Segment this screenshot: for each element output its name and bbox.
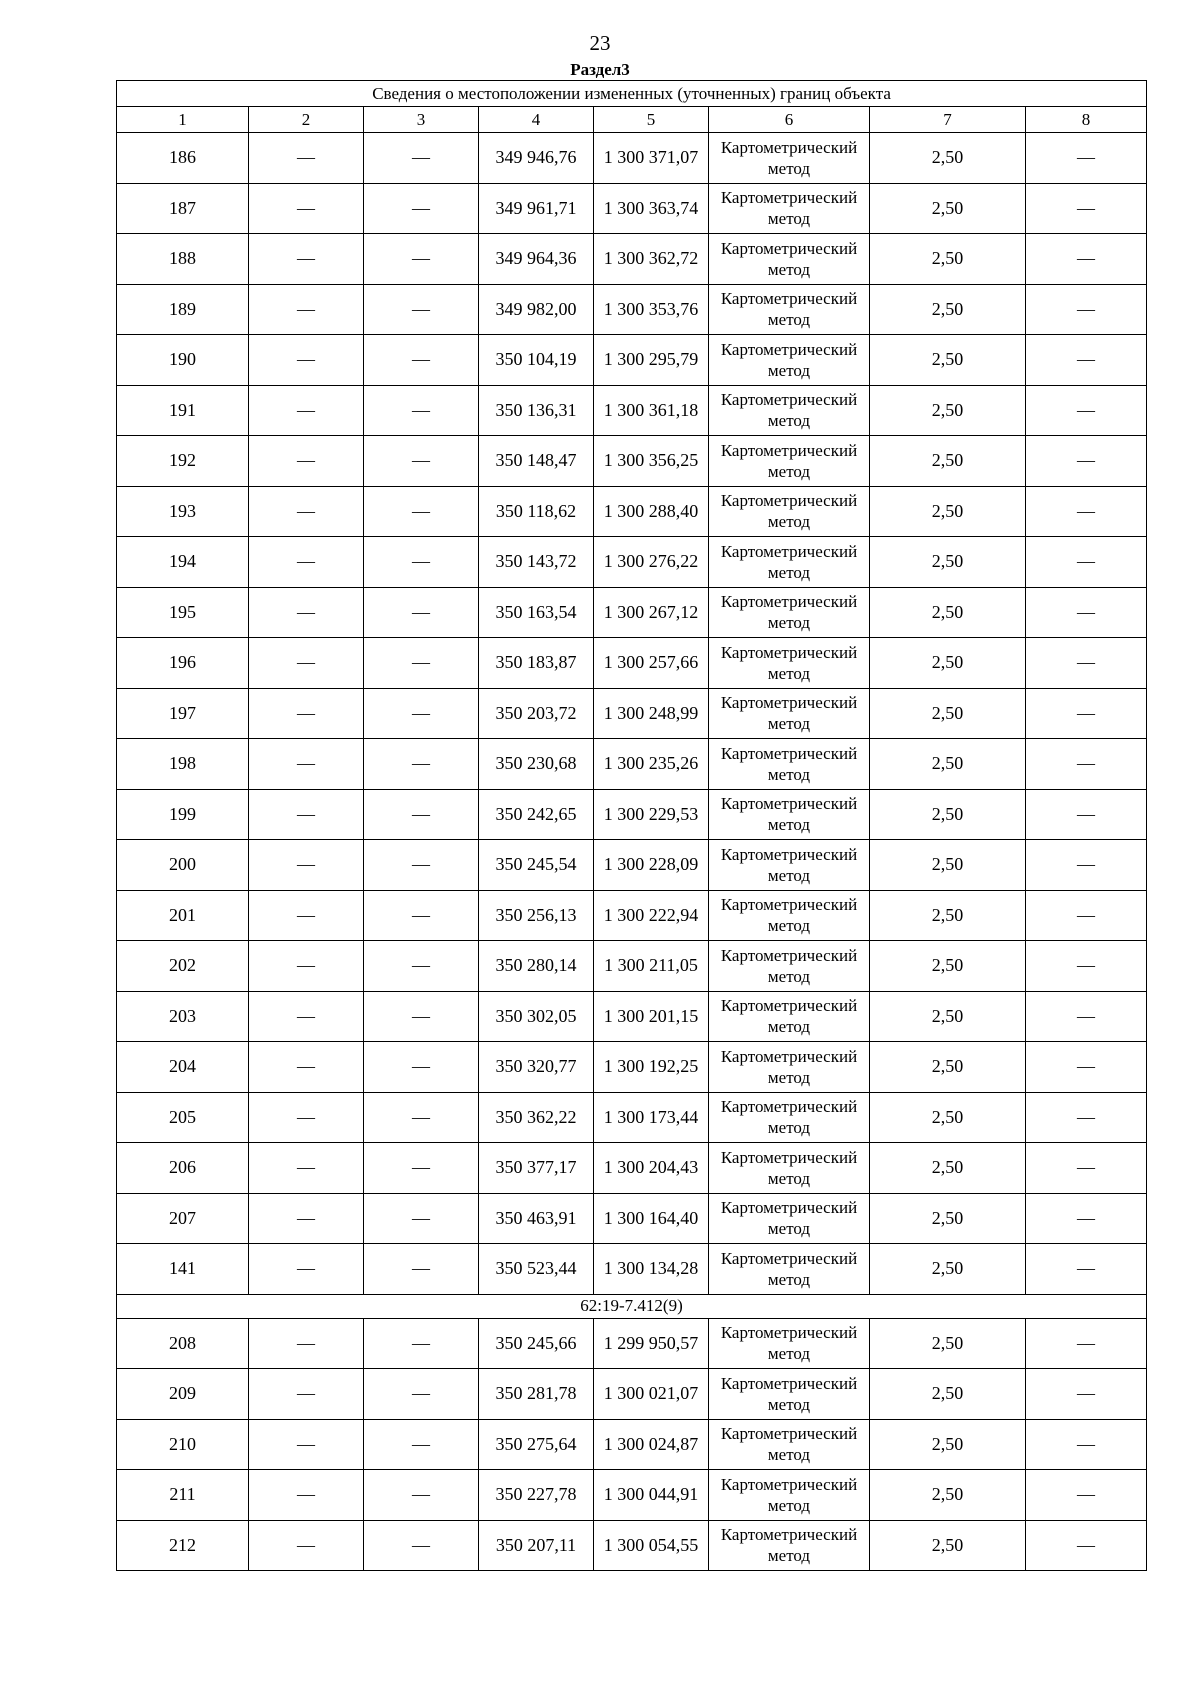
table-row — [117, 335, 1147, 386]
table-cell-col-3: — — [364, 1369, 479, 1420]
table-cell-col-1: 210 — [117, 1419, 249, 1470]
table-cell-col-4: 350 143,72 — [479, 537, 594, 588]
table-cell-col-4: 350 302,05 — [479, 991, 594, 1042]
table-cell-col-3: — — [364, 1318, 479, 1369]
table-cell-col-5: 1 300 192,25 — [594, 1042, 709, 1093]
table-cell-col-7: 2,50 — [870, 1470, 1026, 1521]
table-cell-col-6: Картометрический метод — [709, 587, 870, 638]
table-cell-col-3: — — [364, 537, 479, 588]
table-cell-col-2: — — [249, 234, 364, 285]
table-cell-col-4: 350 281,78 — [479, 1369, 594, 1420]
table-cell-col-7: 2,50 — [870, 1244, 1026, 1295]
table-cell-col-6: Картометрический метод — [709, 335, 870, 386]
table-cell-col-1: 206 — [117, 1143, 249, 1194]
table-cell-col-5: 1 300 054,55 — [594, 1520, 709, 1571]
table-cell-col-6: Картометрический метод — [709, 688, 870, 739]
table-cell-col-2: — — [249, 1318, 364, 1369]
table-cell-col-3: — — [364, 1092, 479, 1143]
table-cell-col-8: — — [1026, 1092, 1147, 1143]
table-row — [117, 1419, 1147, 1470]
table-cell-col-2: — — [249, 436, 364, 487]
table-cell-col-8: — — [1026, 991, 1147, 1042]
table-cell-col-1: 192 — [117, 436, 249, 487]
table-cell-col-7: 2,50 — [870, 1369, 1026, 1420]
table-cell-col-7: 2,50 — [870, 436, 1026, 487]
table-cell-col-5: 1 300 164,40 — [594, 1193, 709, 1244]
table-row — [117, 385, 1147, 436]
table-cell-col-4: 350 362,22 — [479, 1092, 594, 1143]
table-cell-col-7: 2,50 — [870, 638, 1026, 689]
table-cell-col-7: 2,50 — [870, 183, 1026, 234]
table-cell-col-3: — — [364, 587, 479, 638]
table-cell-col-6: Картометрический метод — [709, 638, 870, 689]
table-cell-col-8: — — [1026, 1419, 1147, 1470]
table-cell-col-5: 1 300 134,28 — [594, 1244, 709, 1295]
table-cell-col-6: Картометрический метод — [709, 739, 870, 790]
table-cell-col-3: — — [364, 890, 479, 941]
table-cell-col-7: 2,50 — [870, 1143, 1026, 1194]
table-cell-col-1: 194 — [117, 537, 249, 588]
table-cell-col-4: 350 163,54 — [479, 587, 594, 638]
table-cell-col-4: 350 377,17 — [479, 1143, 594, 1194]
table-cell-col-8: — — [1026, 183, 1147, 234]
table-cell-col-1: 200 — [117, 840, 249, 891]
table-cell-col-8: — — [1026, 335, 1147, 386]
table-cell-col-6: Картометрический метод — [709, 890, 870, 941]
table-cell-col-2: — — [249, 1092, 364, 1143]
table-cell-col-1: 203 — [117, 991, 249, 1042]
table-cell-col-4: 350 256,13 — [479, 890, 594, 941]
table-cell-col-1: 204 — [117, 1042, 249, 1093]
table-row — [117, 587, 1147, 638]
table-cell-col-3: — — [364, 1244, 479, 1295]
table-cell-col-5: 1 300 024,87 — [594, 1419, 709, 1470]
page-number: 23 — [589, 31, 611, 55]
table-cell-col-1: 199 — [117, 789, 249, 840]
table-row — [117, 537, 1147, 588]
table-cell-col-3: — — [364, 739, 479, 790]
table-row — [117, 991, 1147, 1042]
table-cell-col-2: — — [249, 1419, 364, 1470]
table-cell-col-7: 2,50 — [870, 840, 1026, 891]
table-cell-col-2: — — [249, 133, 364, 184]
table-cell-col-2: — — [249, 335, 364, 386]
table-cell-col-1: 195 — [117, 587, 249, 638]
table-cell-col-7: 2,50 — [870, 890, 1026, 941]
table-cell-col-3: — — [364, 789, 479, 840]
table-cell-col-4: 350 104,19 — [479, 335, 594, 386]
table-cell-col-4: 350 242,65 — [479, 789, 594, 840]
table-cell-col-8: — — [1026, 537, 1147, 588]
table-cell-col-3: — — [364, 133, 479, 184]
table-cell-col-1: 197 — [117, 688, 249, 739]
table-cell-col-7: 2,50 — [870, 234, 1026, 285]
table-row — [117, 1369, 1147, 1420]
table-cell-col-4: 350 183,87 — [479, 638, 594, 689]
table-cell-col-8: — — [1026, 1143, 1147, 1194]
table-cell-col-8: — — [1026, 436, 1147, 487]
table-cell-col-2: — — [249, 385, 364, 436]
table-cell-col-5: 1 300 211,05 — [594, 941, 709, 992]
table-cell-col-1: 191 — [117, 385, 249, 436]
table-cell-col-5: 1 300 257,66 — [594, 638, 709, 689]
table-cell-col-6: Картометрический метод — [709, 1318, 870, 1369]
table-cell-col-3: — — [364, 688, 479, 739]
table-cell-col-6: Картометрический метод — [709, 1193, 870, 1244]
table-cell-col-3: — — [364, 385, 479, 436]
table-cell-col-4: 350 523,44 — [479, 1244, 594, 1295]
table-cell-col-8: — — [1026, 1318, 1147, 1369]
table-cell-col-2: — — [249, 183, 364, 234]
table-cell-col-5: 1 300 201,15 — [594, 991, 709, 1042]
table-cell-col-7: 2,50 — [870, 1318, 1026, 1369]
table-cell-col-7: 2,50 — [870, 335, 1026, 386]
column-number: 3 — [364, 107, 479, 133]
table-cell-col-6: Картометрический метод — [709, 486, 870, 537]
table-row — [117, 1520, 1147, 1571]
table-cell-col-7: 2,50 — [870, 739, 1026, 790]
table-cell-col-5: 1 300 204,43 — [594, 1143, 709, 1194]
table-cell-col-2: — — [249, 1244, 364, 1295]
table-cell-col-6: Картометрический метод — [709, 1419, 870, 1470]
table-row — [117, 234, 1147, 285]
table-row — [117, 1470, 1147, 1521]
table-cell-col-2: — — [249, 1520, 364, 1571]
column-number: 4 — [479, 107, 594, 133]
table-cell-col-3: — — [364, 436, 479, 487]
table-cell-col-8: — — [1026, 941, 1147, 992]
table-row — [117, 890, 1147, 941]
table-cell-col-3: — — [364, 1470, 479, 1521]
table-row — [117, 1244, 1147, 1295]
table-cell-col-1: 187 — [117, 183, 249, 234]
table-cell-col-3: — — [364, 284, 479, 335]
table-cell-col-8: — — [1026, 1244, 1147, 1295]
boundary-coordinates-table — [116, 80, 1147, 1571]
table-cell-col-5: 1 300 021,07 — [594, 1369, 709, 1420]
table-cell-col-1: 202 — [117, 941, 249, 992]
table-cell-col-4: 349 982,00 — [479, 284, 594, 335]
table-cell-col-5: 1 299 950,57 — [594, 1318, 709, 1369]
table-caption-row — [117, 81, 1147, 107]
table-cell-col-8: — — [1026, 133, 1147, 184]
table-cell-col-4: 350 203,72 — [479, 688, 594, 739]
table-cell-col-1: 186 — [117, 133, 249, 184]
table-cell-col-6: Картометрический метод — [709, 1470, 870, 1521]
table-cell-col-8: — — [1026, 688, 1147, 739]
table-row — [117, 941, 1147, 992]
table-cell-col-5: 1 300 371,07 — [594, 133, 709, 184]
column-number: 1 — [117, 107, 249, 133]
table-body — [117, 133, 1147, 1571]
table-cell-col-7: 2,50 — [870, 587, 1026, 638]
table-cell-col-3: — — [364, 1042, 479, 1093]
table-cell-col-2: — — [249, 1369, 364, 1420]
table-cell-col-6: Картометрический метод — [709, 991, 870, 1042]
table-cell-col-5: 1 300 353,76 — [594, 284, 709, 335]
table-row — [117, 183, 1147, 234]
table-cell-col-2: — — [249, 991, 364, 1042]
table-cell-col-5: 1 300 229,53 — [594, 789, 709, 840]
table-cell-col-5: 1 300 248,99 — [594, 688, 709, 739]
table-row — [117, 840, 1147, 891]
table-row — [117, 1318, 1147, 1369]
table-cell-col-2: — — [249, 941, 364, 992]
table-cell-col-6: Картометрический метод — [709, 1244, 870, 1295]
column-number: 6 — [709, 107, 870, 133]
table-row — [117, 133, 1147, 184]
table-cell-col-2: — — [249, 1042, 364, 1093]
table-cell-col-5: 1 300 222,94 — [594, 890, 709, 941]
table-cell-col-1: 211 — [117, 1470, 249, 1521]
table-cell-col-8: — — [1026, 234, 1147, 285]
table-cell-col-8: — — [1026, 486, 1147, 537]
table-cell-col-8: — — [1026, 284, 1147, 335]
group-row — [117, 1294, 1147, 1318]
table-cell-col-7: 2,50 — [870, 789, 1026, 840]
table-cell-col-6: Картометрический метод — [709, 1369, 870, 1420]
table-cell-col-5: 1 300 267,12 — [594, 587, 709, 638]
table-cell-col-7: 2,50 — [870, 486, 1026, 537]
table-row — [117, 284, 1147, 335]
table-cell-col-6: Картометрический метод — [709, 537, 870, 588]
table-cell-col-8: — — [1026, 1470, 1147, 1521]
table-cell-col-6: Картометрический метод — [709, 1042, 870, 1093]
table-cell-col-2: — — [249, 537, 364, 588]
table-cell-col-3: — — [364, 941, 479, 992]
table-cell-col-3: — — [364, 335, 479, 386]
table-cell-col-8: — — [1026, 1193, 1147, 1244]
table-cell-col-4: 350 148,47 — [479, 436, 594, 487]
table-cell-col-6: Картометрический метод — [709, 1143, 870, 1194]
table-cell-col-1: 188 — [117, 234, 249, 285]
column-number: 2 — [249, 107, 364, 133]
table-cell-col-5: 1 300 362,72 — [594, 234, 709, 285]
table-cell-col-1: 198 — [117, 739, 249, 790]
table-cell-col-8: — — [1026, 890, 1147, 941]
table-cell-col-8: — — [1026, 789, 1147, 840]
table-cell-col-5: 1 300 295,79 — [594, 335, 709, 386]
table-cell-col-8: — — [1026, 1042, 1147, 1093]
table-cell-col-8: — — [1026, 840, 1147, 891]
table-cell-col-6: Картометрический метод — [709, 941, 870, 992]
table-row — [117, 688, 1147, 739]
table-cell-col-7: 2,50 — [870, 385, 1026, 436]
table-cell-col-8: — — [1026, 587, 1147, 638]
table-cell-col-2: — — [249, 1143, 364, 1194]
table-cell-col-8: — — [1026, 638, 1147, 689]
table-cell-col-7: 2,50 — [870, 1042, 1026, 1093]
table-cell-col-5: 1 300 363,74 — [594, 183, 709, 234]
table-row — [117, 1092, 1147, 1143]
table-cell-col-8: — — [1026, 1369, 1147, 1420]
table-cell-col-4: 350 118,62 — [479, 486, 594, 537]
table-cell-col-2: — — [249, 890, 364, 941]
table-cell-col-1: 201 — [117, 890, 249, 941]
table-cell-col-4: 350 463,91 — [479, 1193, 594, 1244]
table-cell-col-7: 2,50 — [870, 133, 1026, 184]
table-cell-col-6: Картометрический метод — [709, 385, 870, 436]
table-cell-col-7: 2,50 — [870, 1193, 1026, 1244]
table-cell-col-1: 141 — [117, 1244, 249, 1295]
table-cell-col-3: — — [364, 234, 479, 285]
table-cell-col-2: — — [249, 1470, 364, 1521]
table-cell-col-8: — — [1026, 739, 1147, 790]
table-cell-col-4: 350 280,14 — [479, 941, 594, 992]
table-cell-col-7: 2,50 — [870, 688, 1026, 739]
column-number: 7 — [870, 107, 1026, 133]
table-cell-col-5: 1 300 228,09 — [594, 840, 709, 891]
table-cell-col-4: 350 136,31 — [479, 385, 594, 436]
table-cell-col-1: 196 — [117, 638, 249, 689]
table-row — [117, 436, 1147, 487]
column-number: 5 — [594, 107, 709, 133]
table-cell-col-3: — — [364, 1143, 479, 1194]
table-cell-col-7: 2,50 — [870, 1419, 1026, 1470]
table-cell-col-5: 1 300 235,26 — [594, 739, 709, 790]
table-cell-col-1: 193 — [117, 486, 249, 537]
table-cell-col-2: — — [249, 789, 364, 840]
table-cell-col-5: 1 300 044,91 — [594, 1470, 709, 1521]
table-cell-col-4: 350 275,64 — [479, 1419, 594, 1470]
table-cell-col-6: Картометрический метод — [709, 436, 870, 487]
table-cell-col-2: — — [249, 486, 364, 537]
table-cell-col-6: Картометрический метод — [709, 234, 870, 285]
table-cell-col-6: Картометрический метод — [709, 1520, 870, 1571]
table-cell-col-1: 212 — [117, 1520, 249, 1571]
table-cell-col-7: 2,50 — [870, 991, 1026, 1042]
column-number: 8 — [1026, 107, 1147, 133]
group-label: 62:19-7.412(9) — [117, 1294, 1147, 1318]
table-cell-col-5: 1 300 173,44 — [594, 1092, 709, 1143]
table-cell-col-4: 350 245,54 — [479, 840, 594, 891]
table-cell-col-4: 350 207,11 — [479, 1520, 594, 1571]
table-cell-col-4: 350 320,77 — [479, 1042, 594, 1093]
table-cell-col-4: 350 230,68 — [479, 739, 594, 790]
table-cell-col-4: 349 961,71 — [479, 183, 594, 234]
table-cell-col-3: — — [364, 1419, 479, 1470]
table-cell-col-2: — — [249, 587, 364, 638]
table-row — [117, 1042, 1147, 1093]
table-cell-col-6: Картометрический метод — [709, 284, 870, 335]
table-caption: Сведения о местоположении измененных (уточненных) границ объекта — [117, 81, 1147, 107]
table-cell-col-2: — — [249, 688, 364, 739]
table-cell-col-3: — — [364, 638, 479, 689]
table-row — [117, 638, 1147, 689]
table-cell-col-7: 2,50 — [870, 537, 1026, 588]
table-cell-col-1: 208 — [117, 1318, 249, 1369]
table-cell-col-5: 1 300 361,18 — [594, 385, 709, 436]
table-cell-col-7: 2,50 — [870, 1092, 1026, 1143]
table-cell-col-3: — — [364, 183, 479, 234]
column-number-row — [117, 107, 1147, 133]
table-cell-col-6: Картометрический метод — [709, 133, 870, 184]
section-title: Раздел3 — [570, 60, 630, 79]
table-cell-col-7: 2,50 — [870, 284, 1026, 335]
table-cell-col-5: 1 300 276,22 — [594, 537, 709, 588]
table-cell-col-5: 1 300 288,40 — [594, 486, 709, 537]
table-cell-col-4: 349 946,76 — [479, 133, 594, 184]
table-cell-col-6: Картометрический метод — [709, 183, 870, 234]
table-cell-col-4: 350 245,66 — [479, 1318, 594, 1369]
table-cell-col-2: — — [249, 1193, 364, 1244]
table-cell-col-6: Картометрический метод — [709, 789, 870, 840]
table-cell-col-7: 2,50 — [870, 941, 1026, 992]
table-cell-col-2: — — [249, 284, 364, 335]
table-cell-col-5: 1 300 356,25 — [594, 436, 709, 487]
table-cell-col-6: Картометрический метод — [709, 1092, 870, 1143]
table-row — [117, 486, 1147, 537]
table-cell-col-2: — — [249, 739, 364, 790]
table-cell-col-4: 350 227,78 — [479, 1470, 594, 1521]
table-row — [117, 1193, 1147, 1244]
table-cell-col-3: — — [364, 486, 479, 537]
table-cell-col-1: 207 — [117, 1193, 249, 1244]
table-cell-col-3: — — [364, 1520, 479, 1571]
table-cell-col-1: 190 — [117, 335, 249, 386]
table-cell-col-7: 2,50 — [870, 1520, 1026, 1571]
table-cell-col-1: 205 — [117, 1092, 249, 1143]
table-cell-col-2: — — [249, 638, 364, 689]
table-cell-col-3: — — [364, 1193, 479, 1244]
table-cell-col-1: 209 — [117, 1369, 249, 1420]
table-cell-col-2: — — [249, 840, 364, 891]
table-cell-col-8: — — [1026, 385, 1147, 436]
table-row — [117, 739, 1147, 790]
table-cell-col-1: 189 — [117, 284, 249, 335]
table-cell-col-3: — — [364, 991, 479, 1042]
table-cell-col-6: Картометрический метод — [709, 840, 870, 891]
table-cell-col-8: — — [1026, 1520, 1147, 1571]
table-row — [117, 1143, 1147, 1194]
table-row — [117, 789, 1147, 840]
table-cell-col-4: 349 964,36 — [479, 234, 594, 285]
table-cell-col-3: — — [364, 840, 479, 891]
